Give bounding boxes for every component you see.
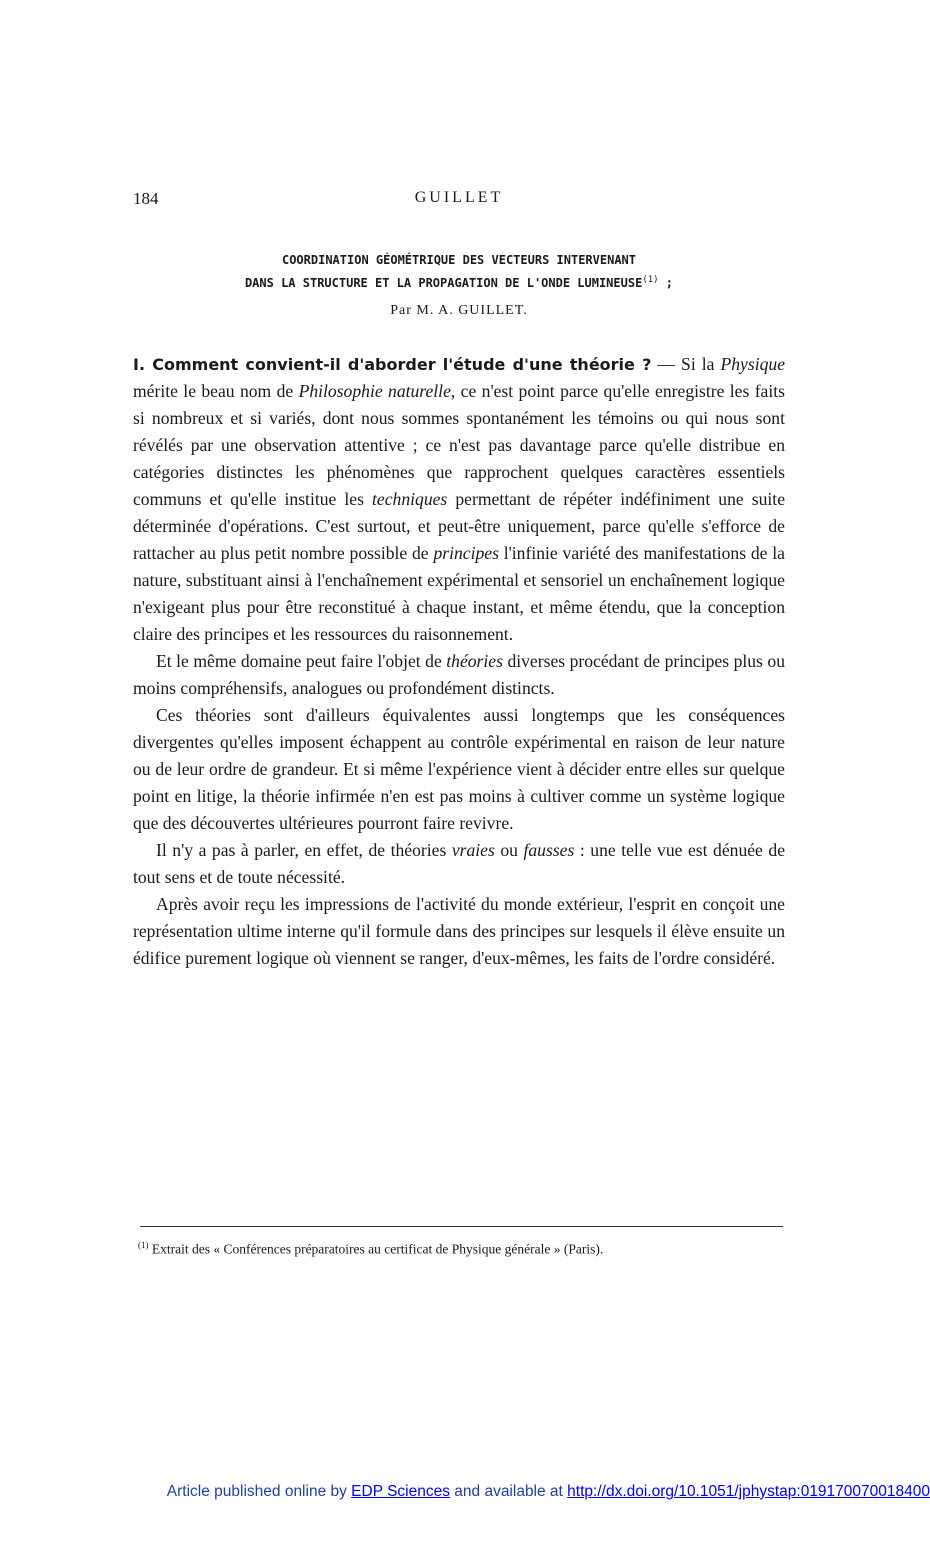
p1-text-5: l'infinie variété des manifestations de la nature, substituant ainsi à l'enchaînement expérimental et sensoriel un enchaînement logique n'exigeant plus pour être reconstitué à chaque instant, et même étendu, que la conception claire des principes et les ressources du raisonnement. xyxy=(133,543,785,644)
p1-italic-3: techniques xyxy=(372,489,448,509)
body-text xyxy=(133,351,785,972)
footnote-text: Extrait des « Conférences préparatoires au certificat de Physique générale » (Paris). xyxy=(148,1241,604,1257)
footnote-reference: (1) xyxy=(642,275,659,285)
paragraph-1 xyxy=(133,351,785,648)
footnote-rule xyxy=(140,1226,783,1227)
p1-text-2: mérite le beau nom de xyxy=(133,381,299,401)
p1-text-1: — Si la xyxy=(651,354,721,374)
p1-italic-4: principes xyxy=(433,543,499,563)
p4-text-1: Il n'y a pas à parler, en effet, de théories xyxy=(156,840,452,860)
running-title: GUILLET xyxy=(414,189,504,206)
p4-italic-2: fausses xyxy=(523,840,575,860)
p4-text-2: ou xyxy=(494,840,524,860)
author-byline: Par M. A. GUILLET. xyxy=(390,303,528,318)
article-title-line-1: COORDINATION GÉOMÉTRIQUE DES VECTEURS INTERVENANT xyxy=(281,253,636,267)
article-title-line-2: DANS LA STRUCTURE ET LA PROPAGATION DE L'ONDE LUMINEUSE xyxy=(244,276,643,290)
footnote-mark: (1) xyxy=(138,1240,149,1250)
paragraph-5: Après avoir reçu les impressions de l'activité du monde extérieur, l'esprit en conçoit une représentation ultime interne qu'il formule dans des principes sur lesquels il élève ensuite un édifice purement logique où viennent se ranger, d'eux-mêmes, les faits de l'ordre considéré. xyxy=(133,894,785,968)
footnote xyxy=(138,1236,785,1259)
paragraph-4 xyxy=(133,837,785,891)
section-heading: I. Comment convient-il d'aborder l'étude d'une théorie ? xyxy=(133,355,652,374)
publisher-footer xyxy=(0,1483,930,1501)
article-title-end: ; xyxy=(658,276,674,290)
page-number: 184 xyxy=(133,189,159,208)
paragraph-2 xyxy=(133,648,785,702)
p1-italic-1: Physique xyxy=(720,354,786,374)
p1-text-3: , ce n'est point parce qu'elle enregistre les faits si nombreux et si variés, dont nous sommes spontanément les témoins ou qui nous sont révélés par une observation attentive ; ce n'est pas davantage parce qu'elle distribue en catégories distinctes les phénomènes que rapprochent quelques caractères essentiels communs et qu'elle institue les xyxy=(133,381,785,509)
p2-italic-1: théories xyxy=(446,651,503,671)
p4-text-3: : une telle vue est dénuée de tout sens et de toute nécessité. xyxy=(133,840,786,887)
p1-text-4: permettant de répéter indéfiniment une suite déterminée d'opérations. C'est surtout, et peut-être uniquement, parce qu'elle s'efforce de rattacher au plus petit nombre possible de xyxy=(133,489,786,563)
footer-middle: and available at xyxy=(449,1483,568,1500)
p2-text-1: Et le même domaine peut faire l'objet de xyxy=(156,651,447,671)
footer-prefix: Article published online by xyxy=(166,1483,352,1500)
paragraph-3: Ces théories sont d'ailleurs équivalentes aussi longtemps que les conséquences divergentes qu'elles imposent échappent au contrôle expérimental en raison de leur nature ou de leur ordre de grandeur. Et si même l'expérience vient à décider entre elles sur quelque point en litige, la théorie infirmée n'en est pas moins à cultiver comme un système logique que des découvertes ultérieures pourront faire revivre. xyxy=(133,705,785,833)
doi-link[interactable]: http://dx.doi.org/10.1051/jphystap:019170070018400 xyxy=(567,1483,930,1500)
article-title xyxy=(133,250,785,293)
running-head xyxy=(133,189,785,213)
article-title-line-2-wrap xyxy=(133,270,785,293)
p4-italic-1: vraies xyxy=(451,840,495,860)
p2-text-2: diverses procédant de principes plus ou moins compréhensifs, analogues ou profondément distincts. xyxy=(133,651,785,698)
edp-sciences-link[interactable]: EDP Sciences xyxy=(351,1483,450,1500)
p1-italic-2: Philosophie naturelle xyxy=(298,381,451,401)
